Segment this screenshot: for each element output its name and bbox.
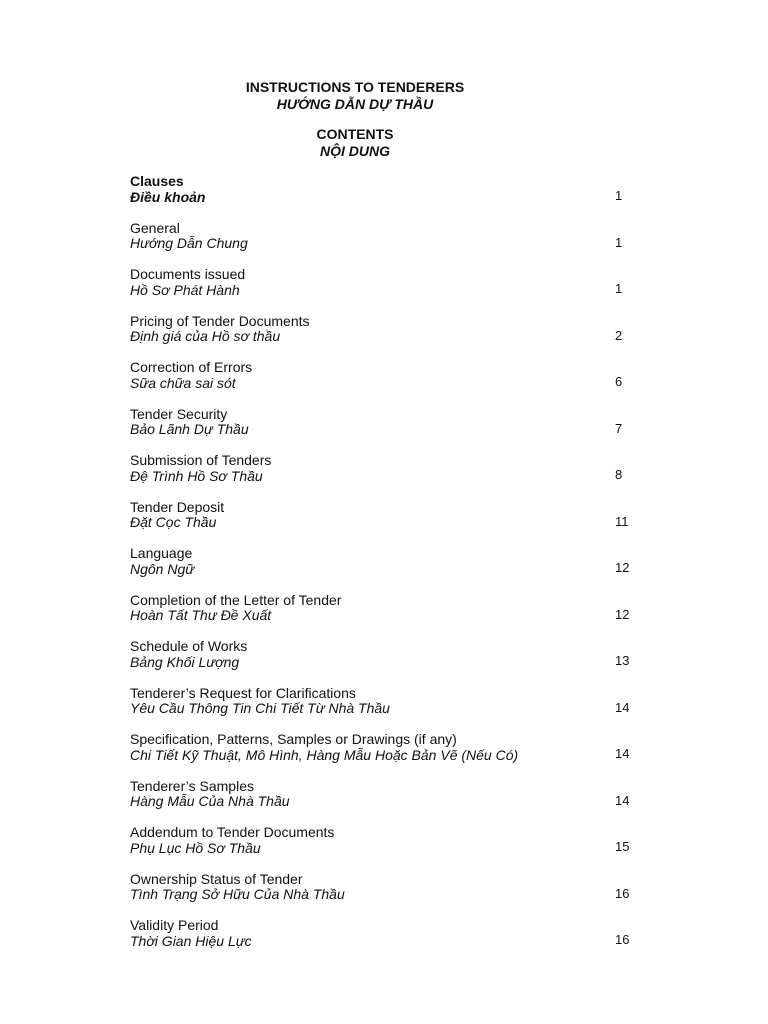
toc-entry-title-en: Tenderer’s Samples (130, 777, 254, 794)
toc-entry-page: 14 (615, 792, 630, 808)
toc-entry-title-vi: Sữa chữa sai sót (130, 374, 236, 391)
toc-entry-specification (130, 732, 650, 779)
toc-entry-title-en: Documents issued (130, 266, 246, 282)
toc-entry-page: 14 (615, 699, 630, 715)
toc-entry-title-en: Clauses (130, 173, 184, 189)
title-english: INSTRUCTIONS TO TENDERERS (245, 79, 465, 95)
toc-entry-page: 1 (615, 234, 623, 250)
toc-entry-title-en: Ownership Status of Tender (130, 870, 303, 887)
toc-entry-title-en: Validity Period (130, 917, 219, 933)
toc-entry-title-en: Tender Security (130, 405, 228, 422)
toc-entry-title-en: Tenderer’s Request for Clarifications (130, 684, 356, 701)
toc-entry-page: 1 (615, 281, 623, 296)
toc-entry-validity-period (130, 918, 650, 965)
toc-entry-general (130, 221, 650, 268)
toc-entry-title-en: Addendum to Tender Documents (130, 824, 335, 840)
contents-vietnamese: NỘI DUNG (320, 143, 390, 159)
toc-entry-title-vi: Chi Tiết Kỹ Thuật, Mô Hình, Hàng Mẫu Hoặc Bản Vẽ (Nếu Có) (130, 746, 519, 763)
toc-entry-title-en: Submission of Tenders (130, 452, 272, 468)
toc-entry-title-vi: Bảng Khối Lượng (130, 653, 240, 670)
toc-entry-title-vi: Định giá của Hồ sơ thầu (130, 328, 281, 344)
toc-entry-title-vi: Thời Gian Hiệu Lực (130, 932, 252, 949)
contents-heading (0, 126, 710, 160)
toc-entry-title-vi: Hồ Sơ Phát Hành (130, 281, 240, 298)
toc-entry-page: 16 (615, 932, 630, 947)
toc-entry-page: 6 (615, 374, 623, 389)
toc-entry-page: 12 (615, 606, 630, 622)
toc-entry-title-vi: Phụ Lục Hồ Sơ Thầu (130, 839, 261, 856)
toc-entry-page: 16 (615, 885, 630, 901)
toc-entry-language (130, 546, 650, 593)
toc-entry-letter-of-tender (130, 593, 650, 640)
toc-entry-page: 12 (615, 560, 630, 575)
toc-entry-page: 8 (615, 467, 623, 482)
toc-entry-title-vi: Điều khoản (130, 188, 206, 205)
toc-entry-tender-deposit (130, 500, 650, 547)
toc-entry-ownership-status (130, 872, 650, 919)
toc-entry-tenderers-samples (130, 779, 650, 826)
toc-entry-tender-security (130, 407, 650, 454)
toc-entry-title-vi: Tình Trạng Sở Hữu Của Nhà Thầu (130, 886, 345, 902)
toc-entry-page: 1 (615, 188, 623, 203)
toc-entry-pricing (130, 314, 650, 361)
toc-entry-title-vi: Hướng Dẫn Chung (130, 235, 248, 251)
table-of-contents (130, 174, 650, 965)
toc-entry-page: 13 (615, 653, 630, 668)
toc-entry-documents-issued (130, 267, 650, 314)
contents-english: CONTENTS (316, 126, 394, 142)
toc-entry-title-vi: Bảo Lãnh Dự Thầu (130, 421, 249, 437)
title-vietnamese: HƯỚNG DẪN DỰ THẦU (276, 96, 434, 112)
toc-entry-title-en: Specification, Patterns, Samples or Drawings (if any) (130, 731, 457, 747)
toc-entry-schedule-of-works (130, 639, 650, 686)
toc-entry-title-en: Schedule of Works (130, 638, 248, 654)
toc-entry-page: 11 (615, 513, 629, 529)
toc-entry-clauses (130, 174, 650, 221)
toc-entry-title-vi: Yêu Cầu Thông Tin Chi Tiết Từ Nhà Thầu (130, 700, 390, 716)
toc-entry-page: 2 (615, 327, 623, 343)
toc-entry-submission-of-tenders (130, 453, 650, 500)
toc-entry-request-for-clarifications (130, 686, 650, 733)
toc-entry-title-vi: Đệ Trình Hồ Sơ Thầu (130, 467, 263, 484)
toc-entry-title-en: Correction of Errors (130, 359, 253, 375)
toc-entry-page: 15 (615, 839, 630, 854)
toc-entry-title-en: Pricing of Tender Documents (130, 312, 310, 329)
toc-entry-title-vi: Đặt Cọc Thầu (130, 514, 217, 530)
toc-entry-page: 14 (615, 746, 630, 761)
toc-entry-title-vi: Hàng Mẫu Của Nhà Thầu (130, 793, 290, 809)
document-title (0, 79, 710, 113)
toc-entry-title-vi: Hoàn Tất Thư Đề Xuất (130, 607, 272, 623)
toc-entry-page: 7 (615, 420, 623, 436)
toc-entry-title-en: Language (130, 545, 193, 561)
toc-entry-title-en: Tender Deposit (130, 498, 225, 515)
toc-entry-correction-of-errors (130, 360, 650, 407)
toc-entry-title-vi: Ngôn Ngữ (130, 560, 195, 577)
toc-entry-title-en: General (130, 219, 180, 236)
toc-entry-title-en: Completion of the Letter of Tender (130, 591, 342, 608)
toc-entry-addendum (130, 825, 650, 872)
